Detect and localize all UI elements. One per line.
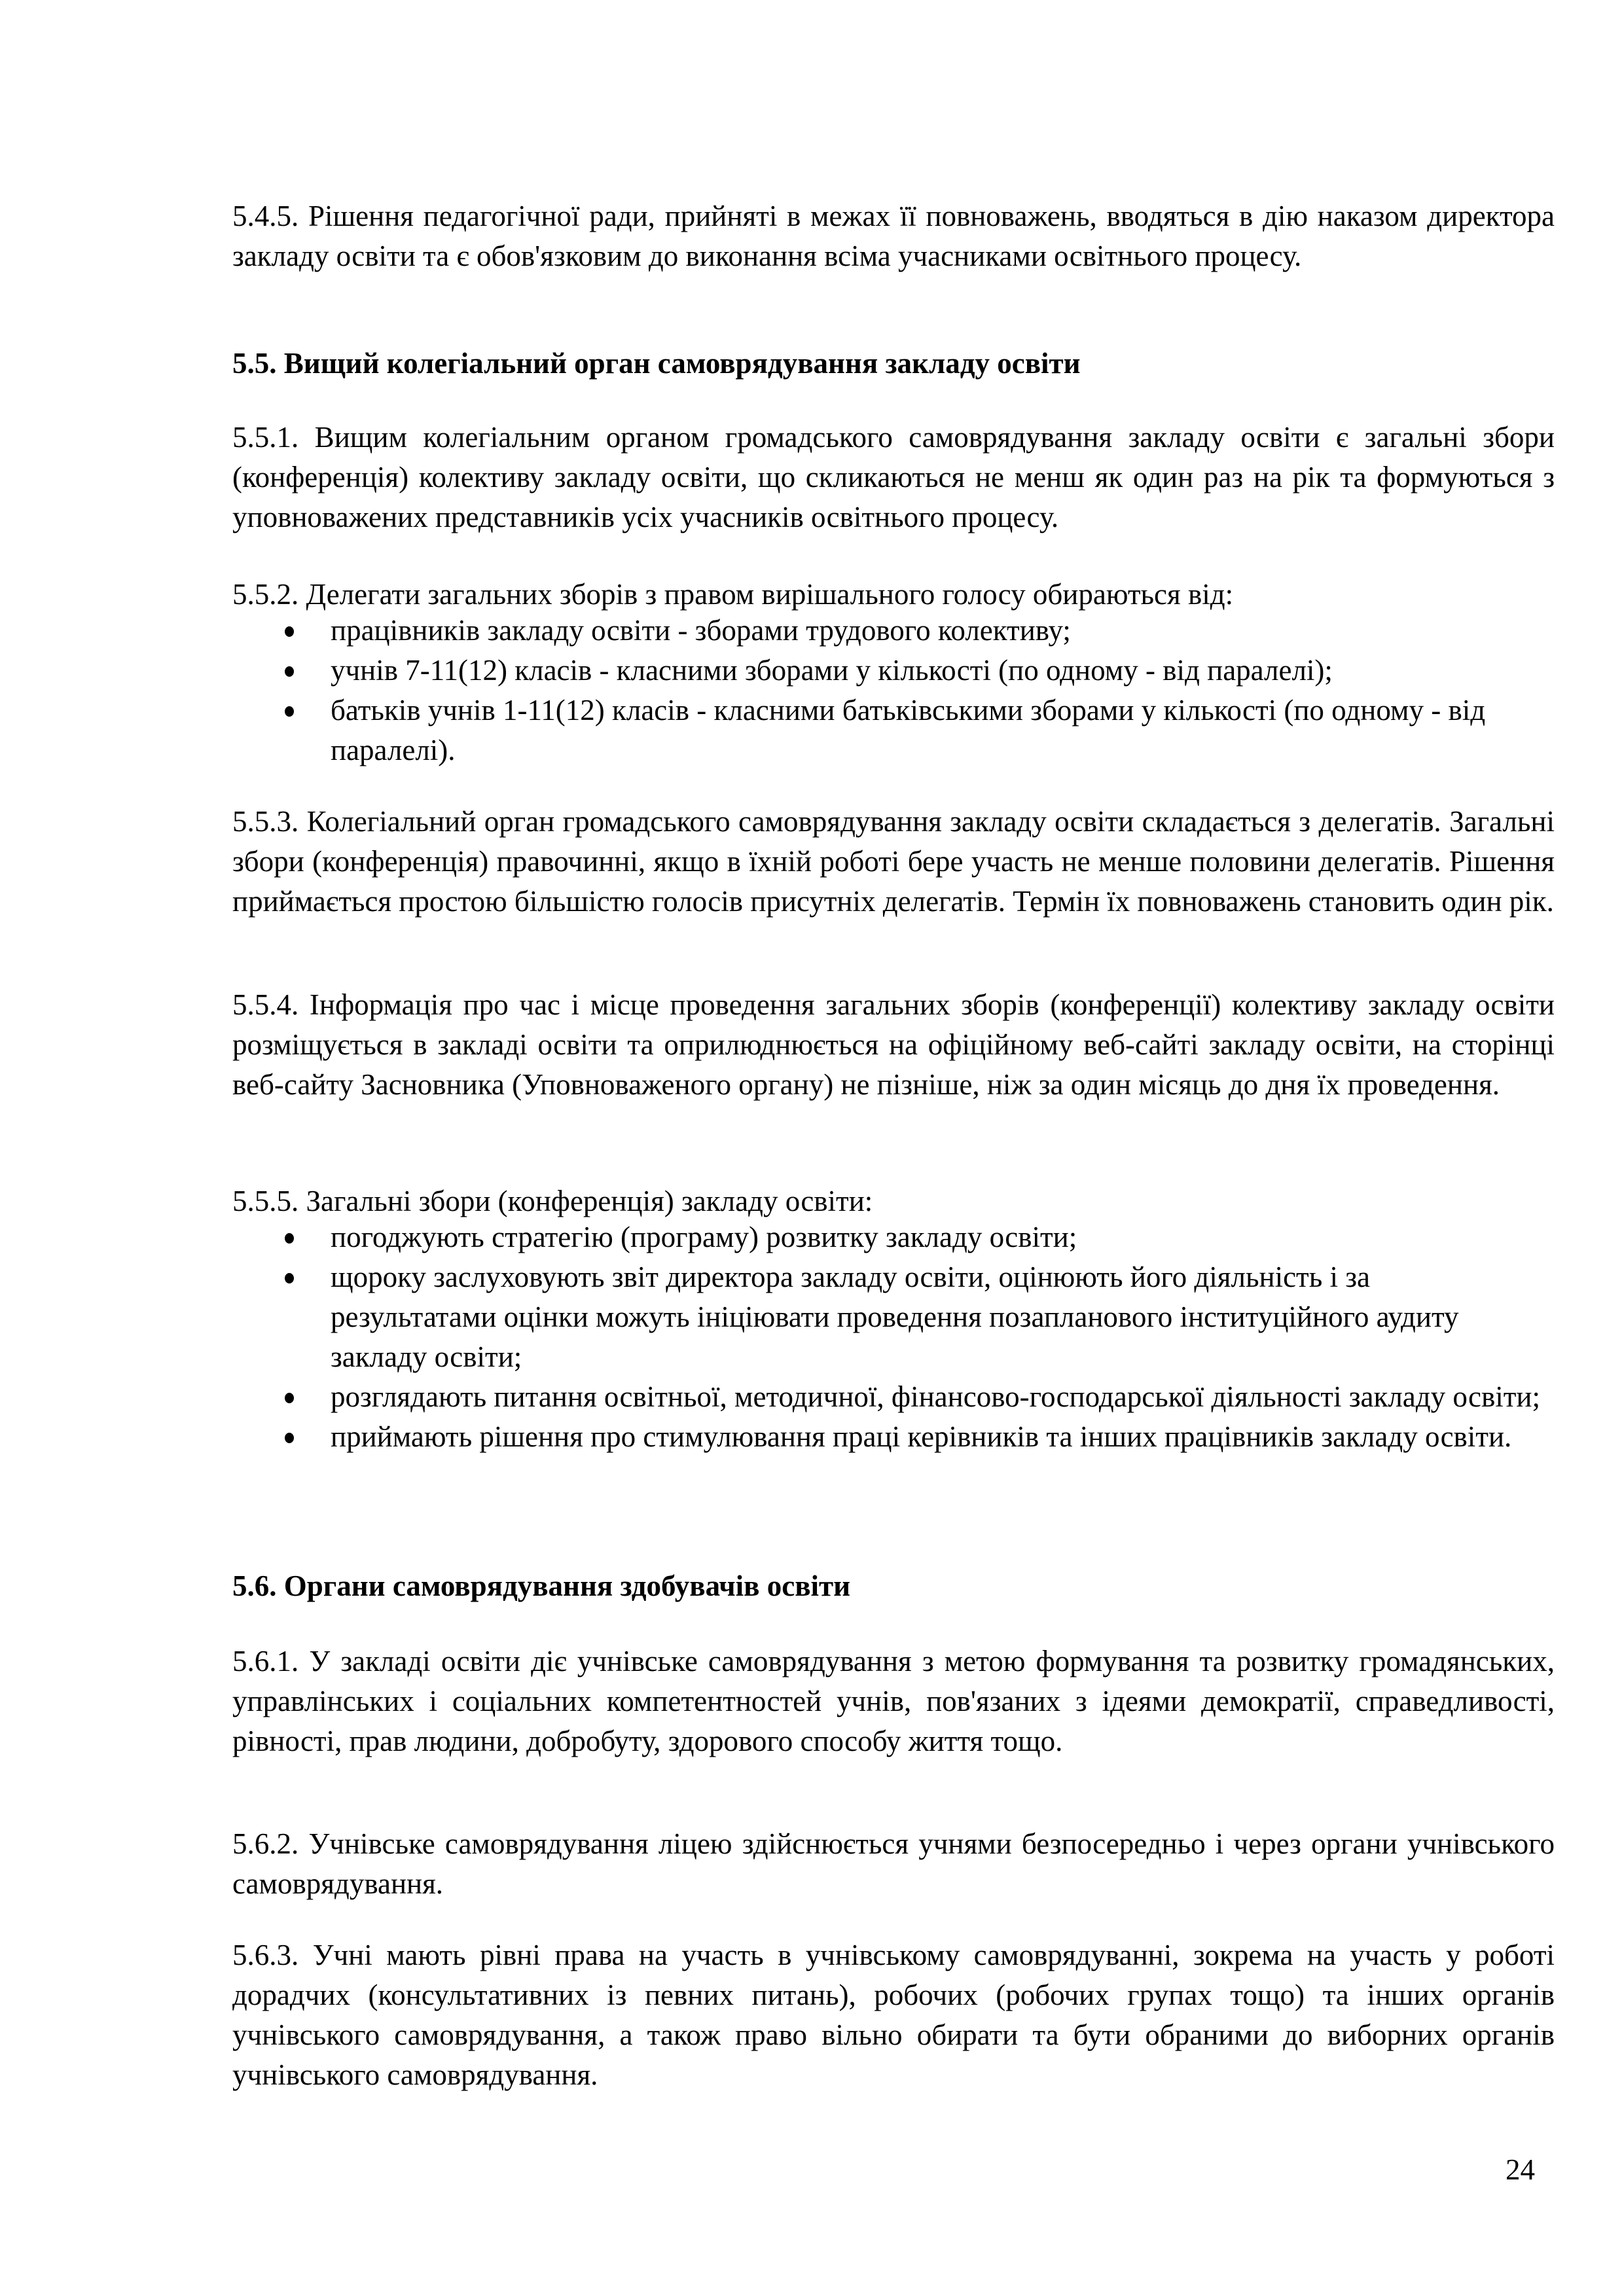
bullet-icon <box>285 1393 294 1403</box>
general-meeting-powers-list <box>232 1217 1555 1457</box>
paragraph-5-6-1: 5.6.1. У закладі освіти діє учнівське самоврядування з метою формування та розвитку громадянських, управлінських і соціальних компетентностей учнів, пов'язаних з ідеями демократії, справедливості, рівності, прав людини, добробуту, здорового способу життя тощо. <box>232 1645 1555 1757</box>
bullet-icon <box>285 1233 294 1244</box>
bullet-icon <box>285 1433 294 1443</box>
paragraph-5-5-5-lead: 5.5.5. Загальні збори (конференція) закладу освіти: <box>232 1185 873 1217</box>
paragraph-5-5-2-lead: 5.5.2. Делегати загальних зборів з правом вирішального голосу обираються від: <box>232 578 1234 611</box>
delegates-list <box>232 611 1555 770</box>
bullet-icon <box>285 1273 294 1283</box>
page-number: 24 <box>1506 2153 1535 2186</box>
section-heading-5-6: 5.6. Органи самоврядування здобувачів освіти <box>232 1570 851 1602</box>
list-item: погоджують стратегію (програму) розвитку закладу освіти; <box>232 1217 1542 1257</box>
list-item: приймають рішення про стимулювання праці керівників та інших працівників закладу освіти. <box>232 1417 1542 1457</box>
list-item: батьків учнів 1-11(12) класів - класними батьківськими зборами у кількості (по одному - від паралелі). <box>232 691 1542 770</box>
list-item: щороку заслуховують звіт директора закладу освіти, оцінюють його діяльність і за результатами оцінки можуть ініціювати проведення позапланового інституційного аудиту закладу освіти; <box>232 1257 1542 1377</box>
bullet-icon <box>285 706 294 717</box>
paragraph-5-6-3: 5.6.3. Учні мають рівні права на участь в учнівському самоврядуванні, зокрема на участь у роботі дорадчих (консультативних із певних питань), робочих (робочих групах тощо) та інших органів учнівського самоврядування, а також право вільно обирати та бути обраними до виборних органів учнівського самоврядування. <box>232 1939 1555 2091</box>
bullet-icon <box>285 626 294 637</box>
paragraph-5-4-5: 5.4.5. Рішення педагогічної ради, прийняті в межах її повноважень, вводяться в дію наказом директора закладу освіти та є обов'язковим до виконання всіма учасниками освітнього процесу. <box>232 200 1555 272</box>
paragraph-5-5-1: 5.5.1. Вищим колегіальним органом громадського самоврядування закладу освіти є загальні збори (конференція) колективу закладу освіти, що скликаються не менш як один раз на рік та формуються з уповноважених представників усіх учасників освітнього процесу. <box>232 421 1555 533</box>
list-item: учнів 7-11(12) класів - класними зборами у кількості (по одному - від паралелі); <box>232 651 1542 691</box>
list-item: працівників закладу освіти - зборами трудового колективу; <box>232 611 1542 651</box>
section-heading-5-5: 5.5. Вищий колегіальний орган самоврядування закладу освіти <box>232 347 1081 380</box>
paragraph-5-6-2: 5.6.2. Учнівське самоврядування ліцею здійснюється учнями безпосередньо і через органи учнівського самоврядування. <box>232 1827 1555 1900</box>
bullet-icon <box>285 666 294 677</box>
list-item: розглядають питання освітньої, методичної, фінансово-господарської діяльності закладу освіти; <box>232 1377 1542 1417</box>
paragraph-5-5-3: 5.5.3. Колегіальний орган громадського самоврядування закладу освіти складається з делегатів. Загальні збори (конференція) правочинні, якщо в їхній роботі бере участь не менше половини делегатів. Рішення приймається простою більшістю голосів присутніх делегатів. Термін їх повноважень становить один рік. <box>232 805 1555 918</box>
paragraph-5-5-4: 5.5.4. Інформація про час і місце проведення загальних зборів (конференції) колективу закладу освіти розміщується в закладі освіти та оприлюднюється на офіційному веб-сайті закладу освіти, на сторінці веб-сайту Засновника (Уповноваженого органу) не пізніше, ніж за один місяць до дня їх проведення. <box>232 988 1555 1101</box>
